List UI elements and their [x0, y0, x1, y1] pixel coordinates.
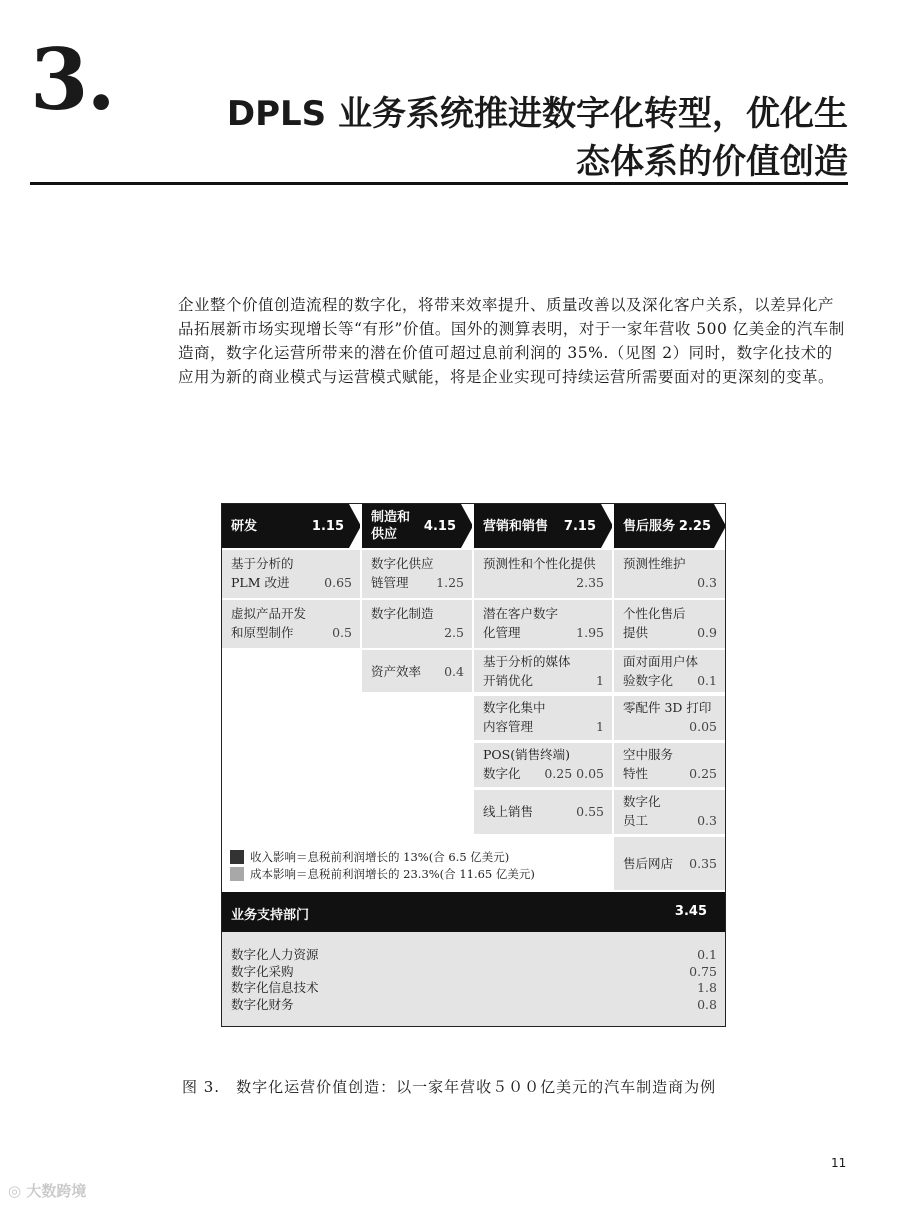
cell-name — [483, 604, 558, 642]
value-cell — [474, 743, 612, 787]
support-names — [231, 947, 319, 1013]
column-header-value: 1.15 — [311, 518, 344, 534]
cell-name-line: 链管理 — [371, 575, 409, 590]
cell-name — [623, 792, 661, 830]
legend-label: 成本影响＝息税前利润增长的 23.3%(合 11.65 亿美元) — [250, 867, 535, 881]
cell-name-line: 开销优化 — [483, 673, 534, 688]
cell-name — [623, 604, 686, 642]
value-cell — [614, 837, 725, 890]
value-cell — [614, 550, 725, 598]
value-cell — [362, 650, 472, 692]
cell-name: 售后网店 — [623, 856, 674, 871]
cell-value: 0.3 — [697, 813, 717, 828]
column-header-value: 2.25 — [678, 518, 711, 534]
cell-value: 0.9 — [697, 625, 717, 640]
column-header-marketing — [474, 504, 612, 548]
watermark: ◎ 大数跨境 — [8, 1182, 87, 1200]
cell-name: 数字化制造 — [371, 606, 434, 621]
chevron-right-icon — [461, 504, 473, 548]
cell-name — [483, 652, 571, 690]
cell-name — [231, 604, 306, 642]
column-header-manufacturing — [362, 504, 472, 548]
cell-name-line: 特性 — [623, 766, 649, 781]
value-cell — [474, 600, 612, 648]
chevron-right-icon — [714, 504, 726, 548]
support-item-name: 数字化采购 — [231, 963, 294, 979]
cell-value: 0.4 — [444, 664, 464, 679]
cell-name-line: 基于分析的媒体 — [483, 654, 571, 669]
cell-name — [623, 745, 673, 783]
value-cell — [362, 600, 472, 648]
chevron-right-icon — [601, 504, 613, 548]
value-cell — [614, 790, 725, 834]
cell-value: 0.25 — [689, 766, 717, 781]
cell-value: 0.05 — [689, 719, 717, 734]
cell-value: 2.5 — [444, 625, 464, 640]
cell-value: 0.25 0.05 — [544, 766, 604, 781]
cell-name-line: 数字化集中 — [483, 700, 546, 715]
cell-value: 0.1 — [697, 673, 717, 688]
cell-value: 1 — [596, 673, 604, 688]
cell-value: 0.65 — [324, 575, 352, 590]
support-header-label: 业务支持部门 — [231, 908, 310, 923]
value-cell — [222, 550, 360, 598]
cell-value: 1.25 — [436, 575, 464, 590]
cell-name: 预测性维护 — [623, 556, 686, 571]
cell-value: 1 — [596, 719, 604, 734]
cell-name-line: 虚拟产品开发 — [231, 606, 307, 621]
cell-name-line: 数字化供应 — [371, 556, 434, 571]
column-header-label: 营销和销售 — [483, 518, 549, 534]
cell-name-line: 面对面用户体 — [623, 654, 699, 669]
cell-name-line: 员工 — [623, 813, 649, 828]
cell-value: 1.95 — [576, 625, 604, 640]
cell-name: 零配件 3D 打印 — [623, 700, 712, 715]
column-header-label: 制造和供应 — [371, 510, 411, 542]
body-paragraph: 企业整个价值创造流程的数字化，将带来效率提升、质量改善以及深化客户关系，以差异化产品拓展新市场实现增长等“有形”价值。国外的测算表明，对于一家年营收 500 亿美金的汽车制造商，数字化运营所带来的潜在价值可超过息前利润的 35%.（见图 2）同时，数字化技术的应用为新的商业模式与运营模式赋能，将是企业实现可持续运营所需要面对的更深刻的变革。 — [178, 296, 845, 386]
cell-name-line: 提供 — [623, 625, 649, 640]
legend-item-revenue — [230, 849, 509, 865]
cell-name-line: 空中服务 — [623, 747, 674, 762]
page-title — [128, 90, 848, 186]
support-item-value: 0.75 — [689, 963, 717, 979]
support-header — [222, 892, 725, 932]
value-cell — [474, 650, 612, 692]
cell-name: 线上销售 — [483, 804, 534, 819]
support-values — [689, 947, 717, 1013]
title-divider — [30, 182, 848, 185]
legend-swatch — [230, 867, 244, 881]
value-cell — [222, 600, 360, 648]
cell-name-line: 和原型制作 — [231, 625, 294, 640]
cell-value: 0.35 — [689, 856, 717, 871]
cell-name-line: 个性化售后 — [623, 606, 686, 621]
value-cell — [474, 790, 612, 834]
chapter-number: 3. — [30, 30, 114, 129]
cell-value: 2.35 — [576, 575, 604, 590]
support-item-name: 数字化人力资源 — [231, 947, 319, 962]
cell-name-line: 内容管理 — [483, 719, 534, 734]
column-header-label: 研发 — [231, 518, 258, 534]
column-header-aftersales — [614, 504, 725, 548]
support-item-name: 数字化信息技术 — [231, 980, 319, 995]
value-cell — [474, 696, 612, 740]
value-cell — [614, 696, 725, 740]
column-header-label: 售后服务 — [623, 518, 676, 534]
column-header-rd — [222, 504, 360, 548]
cell-name-line: 化管理 — [483, 625, 521, 640]
value-cell — [362, 550, 472, 598]
cell-name-line: PLM 改进 — [231, 575, 290, 590]
cell-name: 资产效率 — [371, 664, 422, 679]
support-item-value: 1.8 — [697, 980, 717, 995]
legend-item-cost — [230, 866, 535, 882]
cell-name — [231, 554, 294, 592]
value-cell — [614, 743, 725, 787]
cell-name-line: 数字化 — [623, 794, 661, 809]
support-item-name: 数字化财务 — [231, 996, 294, 1012]
page-number: 11 — [831, 1156, 847, 1170]
cell-name-line: 验数字化 — [623, 673, 674, 688]
cell-name-line: 基于分析的 — [231, 556, 294, 571]
support-item-value: 0.8 — [697, 996, 717, 1012]
cell-name-line: 潜在客户数字 — [483, 606, 559, 621]
cell-name — [483, 698, 546, 736]
value-cell — [474, 550, 612, 598]
title-line-2: 态体系的价值创造 — [576, 142, 848, 182]
support-item-value: 0.1 — [697, 947, 717, 962]
cell-value: 0.3 — [697, 575, 717, 590]
figure-caption: 图 3. 数字化运营价值创造：以一家年营收５００亿美元的汽车制造商为例 — [182, 1078, 717, 1096]
value-cell — [614, 600, 725, 648]
column-header-value: 4.15 — [423, 518, 456, 534]
value-creation-figure — [221, 503, 726, 1027]
cell-name: 预测性和个性化提供 — [483, 556, 596, 571]
cell-name-line: 数字化 — [483, 766, 521, 781]
legend-swatch — [230, 850, 244, 864]
watermark-text: 大数跨境 — [26, 1182, 87, 1200]
chevron-right-icon — [349, 504, 361, 548]
support-list — [222, 932, 725, 1026]
cell-value: 0.55 — [576, 804, 604, 819]
value-cell — [614, 650, 725, 692]
cell-name — [371, 554, 434, 592]
cell-value: 0.5 — [332, 625, 352, 640]
legend-label: 收入影响＝息税前利润增长的 13%(合 6.5 亿美元) — [250, 850, 510, 864]
cell-name — [623, 652, 698, 690]
column-header-value: 7.15 — [563, 518, 596, 534]
title-line-1: DPLS 业务系统推进数字化转型，优化生 — [226, 94, 848, 134]
support-header-value: 3.45 — [674, 904, 707, 919]
cell-name-line: POS(销售终端) — [483, 747, 570, 762]
